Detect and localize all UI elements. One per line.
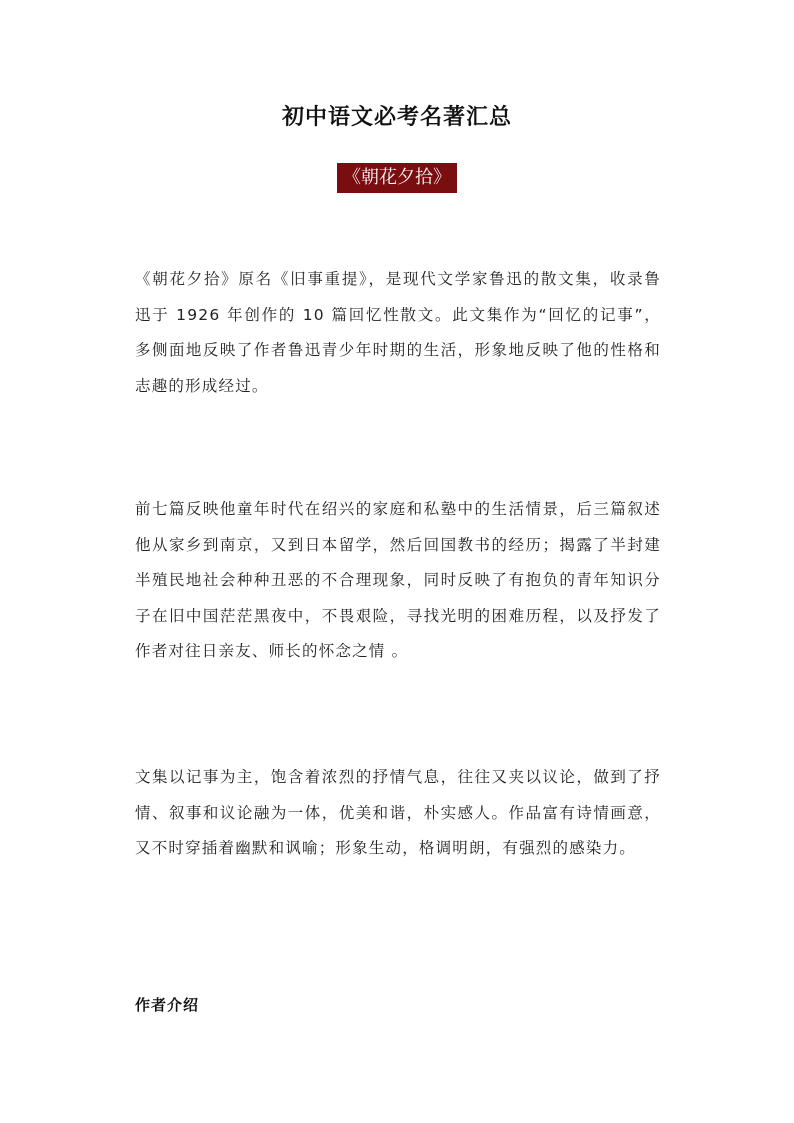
page-title: 初中语文必考名著汇总: [281, 105, 512, 130]
book-title-banner: 《朝花夕拾》: [337, 163, 457, 193]
paragraph-content-summary: 前七篇反映他童年时代在绍兴的家庭和私塾中的生活情景，后三篇叙述他从家乡到南京，又到日本留学，然后回国教书的经历；揭露了半封建半殖民地社会种种丑恶的不合理现象，同时反映了有抱负的青年知识分子在旧中国茫茫黑夜中，不畏艰险，寻找光明的困难历程，以及抒发了作者对往日亲友、师长的怀念之情 。: [135, 500, 661, 660]
paragraph-intro: 《朝花夕拾》原名《旧事重提》，是现代文学家鲁迅的散文集，收录鲁迅于 1926 年创作的 10 篇回忆性散文。此文集作为“回忆的记事”，多侧面地反映了作者鲁迅青少年时期的生活，形象地反映了他的性格和志趣的形成经过。: [135, 270, 661, 395]
book-title-container: [0, 163, 794, 193]
paragraph-style: 文集以记事为主，饱含着浓烈的抒情气息，往往又夹以议论，做到了抒情、叙事和议论融为一体，优美和谐，朴实感人。作品富有诗情画意，又不时穿插着幽默和讽喻；形象生动，格调明朗，有强烈的感染力。: [135, 768, 661, 857]
section-heading-author: 作者介绍: [135, 996, 200, 1014]
